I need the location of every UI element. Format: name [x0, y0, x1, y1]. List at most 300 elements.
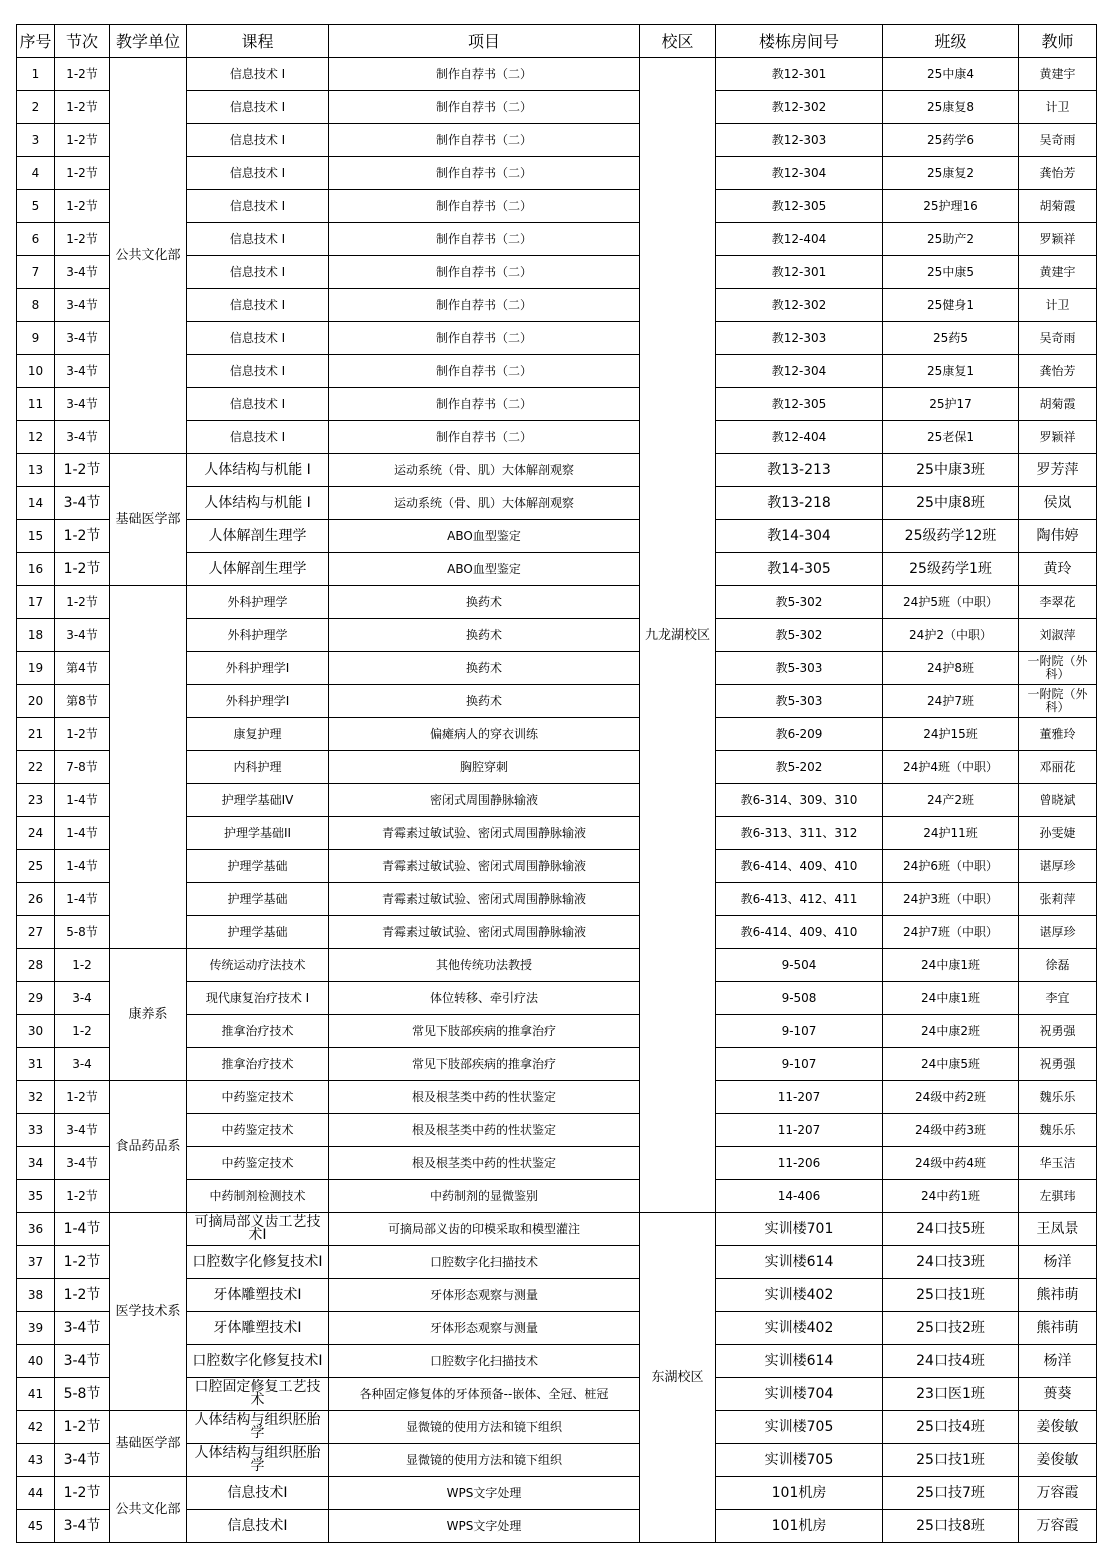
row-no: 33: [17, 1114, 55, 1147]
row-no: 23: [17, 784, 55, 817]
row-course: 口腔数字化修复技术I: [187, 1246, 329, 1279]
row-period: 3-4节: [55, 1114, 110, 1147]
row-project: 制作自荐书（二）: [329, 91, 640, 124]
row-no: 41: [17, 1378, 55, 1411]
row-project: 密闭式周围静脉输液: [329, 784, 640, 817]
row-class: 24护3班（中职）: [883, 883, 1019, 916]
row-teacher: 刘淑萍: [1019, 619, 1097, 652]
row-course: 中药鉴定技术: [187, 1081, 329, 1114]
row-course: 信息技术I: [187, 1510, 329, 1543]
row-course: 康复护理: [187, 718, 329, 751]
row-course: 人体结构与机能 I: [187, 487, 329, 520]
row-teacher: 侯岚: [1019, 487, 1097, 520]
row-course: 中药鉴定技术: [187, 1147, 329, 1180]
row-class: 25中康5: [883, 256, 1019, 289]
row-no: 24: [17, 817, 55, 850]
row-teacher: 李翠花: [1019, 586, 1097, 619]
row-class: 25助产2: [883, 223, 1019, 256]
row-teacher: 李宜: [1019, 982, 1097, 1015]
row-teacher: 熊祎萌: [1019, 1312, 1097, 1345]
row-teacher: 姜俊敏: [1019, 1411, 1097, 1444]
row-project: 根及根茎类中药的性状鉴定: [329, 1081, 640, 1114]
row-period: 第8节: [55, 685, 110, 718]
row-room: 教12-304: [716, 157, 883, 190]
row-teacher: 谌厚珍: [1019, 850, 1097, 883]
row-teacher: 祝勇强: [1019, 1015, 1097, 1048]
row-room: 教5-303: [716, 652, 883, 685]
row-teacher: 魏乐乐: [1019, 1114, 1097, 1147]
row-room: 实训楼704: [716, 1378, 883, 1411]
row-no: 32: [17, 1081, 55, 1114]
table-row: [17, 1081, 1097, 1114]
row-teacher: 邓丽花: [1019, 751, 1097, 784]
row-period: 3-4节: [55, 1444, 110, 1477]
row-period: 1-2: [55, 949, 110, 982]
row-class: 25老保1: [883, 421, 1019, 454]
row-class: 25口技1班: [883, 1444, 1019, 1477]
header-project: 项目: [329, 25, 640, 58]
row-room: 教12-305: [716, 190, 883, 223]
row-course: 护理学基础IV: [187, 784, 329, 817]
row-class: 24中康2班: [883, 1015, 1019, 1048]
row-room: 教12-404: [716, 421, 883, 454]
row-class: 25护17: [883, 388, 1019, 421]
row-teacher: 黄建宇: [1019, 58, 1097, 91]
row-course: 口腔固定修复工艺技术: [187, 1378, 329, 1411]
row-project: ABO血型鉴定: [329, 520, 640, 553]
row-period: 1-4节: [55, 784, 110, 817]
row-period: 3-4节: [55, 1147, 110, 1180]
unit-cell: 医学技术系: [110, 1213, 187, 1411]
row-period: 5-8节: [55, 1378, 110, 1411]
row-no: 2: [17, 91, 55, 124]
row-teacher: 孙雯婕: [1019, 817, 1097, 850]
row-no: 28: [17, 949, 55, 982]
row-project: 青霉素过敏试验、密闭式周围静脉输液: [329, 883, 640, 916]
row-period: 1-2: [55, 1015, 110, 1048]
row-project: 换药术: [329, 652, 640, 685]
row-period: 5-8节: [55, 916, 110, 949]
row-course: 外科护理学I: [187, 685, 329, 718]
row-room: 11-206: [716, 1147, 883, 1180]
row-class: 25护理16: [883, 190, 1019, 223]
row-class: 24护15班: [883, 718, 1019, 751]
row-room: 教12-303: [716, 124, 883, 157]
row-room: 14-406: [716, 1180, 883, 1213]
row-course: 信息技术 I: [187, 223, 329, 256]
table-row: [17, 586, 1097, 619]
row-no: 1: [17, 58, 55, 91]
row-room: 教5-302: [716, 619, 883, 652]
row-project: 根及根茎类中药的性状鉴定: [329, 1147, 640, 1180]
row-project: 换药术: [329, 685, 640, 718]
row-period: 3-4节: [55, 289, 110, 322]
row-course: 信息技术 I: [187, 190, 329, 223]
unit-cell: 基础医学部: [110, 1411, 187, 1477]
table-row: [17, 1411, 1097, 1444]
row-room: 教13-218: [716, 487, 883, 520]
header-campus: 校区: [640, 25, 716, 58]
row-teacher: 魏乐乐: [1019, 1081, 1097, 1114]
row-class: 24中康1班: [883, 982, 1019, 1015]
row-room: 实训楼705: [716, 1444, 883, 1477]
row-course: 信息技术 I: [187, 58, 329, 91]
row-course: 信息技术 I: [187, 157, 329, 190]
row-room: 教14-305: [716, 553, 883, 586]
row-project: 中药制剂的显微鉴别: [329, 1180, 640, 1213]
row-project: 根及根茎类中药的性状鉴定: [329, 1114, 640, 1147]
row-course: 护理学基础: [187, 883, 329, 916]
row-room: 101机房: [716, 1510, 883, 1543]
row-class: 24级中药4班: [883, 1147, 1019, 1180]
row-room: 教12-305: [716, 388, 883, 421]
row-period: 1-4节: [55, 817, 110, 850]
row-no: 18: [17, 619, 55, 652]
row-course: 外科护理学: [187, 619, 329, 652]
row-period: 1-2节: [55, 91, 110, 124]
row-room: 教12-304: [716, 355, 883, 388]
row-room: 教5-302: [716, 586, 883, 619]
row-class: 25药学6: [883, 124, 1019, 157]
row-period: 1-2节: [55, 58, 110, 91]
row-class: 25健身1: [883, 289, 1019, 322]
row-course: 信息技术 I: [187, 388, 329, 421]
row-room: 教12-301: [716, 256, 883, 289]
row-no: 35: [17, 1180, 55, 1213]
row-course: 护理学基础: [187, 916, 329, 949]
row-project: 青霉素过敏试验、密闭式周围静脉输液: [329, 817, 640, 850]
header-room: 楼栋房间号: [716, 25, 883, 58]
row-class: 24口技4班: [883, 1345, 1019, 1378]
row-project: 口腔数字化扫描技术: [329, 1345, 640, 1378]
row-class: 24口技3班: [883, 1246, 1019, 1279]
row-project: 可摘局部义齿的印模采取和模型灌注: [329, 1213, 640, 1246]
row-no: 44: [17, 1477, 55, 1510]
row-course: 信息技术 I: [187, 256, 329, 289]
row-course: 内科护理: [187, 751, 329, 784]
row-period: 1-4节: [55, 850, 110, 883]
row-period: 1-2节: [55, 223, 110, 256]
row-teacher: 龚怡芳: [1019, 157, 1097, 190]
row-teacher: 万容霞: [1019, 1477, 1097, 1510]
row-period: 1-2节: [55, 1279, 110, 1312]
row-course: 信息技术 I: [187, 322, 329, 355]
unit-cell: 基础医学部: [110, 454, 187, 586]
unit-cell: 公共文化部: [110, 58, 187, 454]
row-teacher: 董雅玲: [1019, 718, 1097, 751]
row-room: 教14-304: [716, 520, 883, 553]
row-course: 护理学基础II: [187, 817, 329, 850]
row-teacher: 计卫: [1019, 289, 1097, 322]
row-project: 制作自荐书（二）: [329, 289, 640, 322]
row-class: 25康复8: [883, 91, 1019, 124]
row-class: 25康复2: [883, 157, 1019, 190]
row-course: 信息技术 I: [187, 91, 329, 124]
row-period: 1-2节: [55, 586, 110, 619]
row-period: 1-4节: [55, 1213, 110, 1246]
row-no: 37: [17, 1246, 55, 1279]
row-teacher: 熊祎萌: [1019, 1279, 1097, 1312]
row-room: 教6-413、412、411: [716, 883, 883, 916]
header-row: [17, 25, 1097, 58]
row-teacher: 罗颖祥: [1019, 223, 1097, 256]
row-class: 25中康3班: [883, 454, 1019, 487]
row-class: 25级药学12班: [883, 520, 1019, 553]
row-period: 1-2节: [55, 718, 110, 751]
row-class: 24中康1班: [883, 949, 1019, 982]
row-project: 青霉素过敏试验、密闭式周围静脉输液: [329, 916, 640, 949]
row-room: 教12-302: [716, 91, 883, 124]
row-no: 17: [17, 586, 55, 619]
row-project: 牙体形态观察与测量: [329, 1279, 640, 1312]
row-class: 24护7班: [883, 685, 1019, 718]
row-class: 24级中药2班: [883, 1081, 1019, 1114]
row-teacher: 曾晓斌: [1019, 784, 1097, 817]
row-room: 教6-313、311、312: [716, 817, 883, 850]
row-period: 3-4节: [55, 619, 110, 652]
row-period: 第4节: [55, 652, 110, 685]
row-project: 换药术: [329, 619, 640, 652]
row-project: WPS文字处理: [329, 1510, 640, 1543]
header-teacher: 教师: [1019, 25, 1097, 58]
row-no: 42: [17, 1411, 55, 1444]
schedule-body: [17, 58, 1097, 1543]
row-teacher: 黄建宇: [1019, 256, 1097, 289]
row-room: 实训楼402: [716, 1312, 883, 1345]
row-period: 1-2节: [55, 1081, 110, 1114]
row-course: 外科护理学: [187, 586, 329, 619]
row-course: 传统运动疗法技术: [187, 949, 329, 982]
header-no: 序号: [17, 25, 55, 58]
row-course: 护理学基础: [187, 850, 329, 883]
row-no: 20: [17, 685, 55, 718]
row-period: 1-2节: [55, 1180, 110, 1213]
row-no: 29: [17, 982, 55, 1015]
row-no: 15: [17, 520, 55, 553]
table-row: [17, 58, 1097, 91]
row-course: 现代康复治疗技术 I: [187, 982, 329, 1015]
row-class: 24护7班（中职）: [883, 916, 1019, 949]
row-no: 30: [17, 1015, 55, 1048]
row-room: 教12-302: [716, 289, 883, 322]
row-project: 制作自荐书（二）: [329, 421, 640, 454]
row-teacher: 左骐玮: [1019, 1180, 1097, 1213]
row-no: 36: [17, 1213, 55, 1246]
row-project: 各种固定修复体的牙体预备--嵌体、全冠、桩冠: [329, 1378, 640, 1411]
header-period: 节次: [55, 25, 110, 58]
row-no: 11: [17, 388, 55, 421]
row-teacher: 陶伟婷: [1019, 520, 1097, 553]
row-no: 6: [17, 223, 55, 256]
row-project: 制作自荐书（二）: [329, 322, 640, 355]
table-row: [17, 1213, 1097, 1246]
row-period: 3-4: [55, 1048, 110, 1081]
row-class: 24护2（中职）: [883, 619, 1019, 652]
row-no: 38: [17, 1279, 55, 1312]
row-room: 实训楼614: [716, 1345, 883, 1378]
row-teacher: 张莉萍: [1019, 883, 1097, 916]
row-period: 3-4节: [55, 421, 110, 454]
row-period: 1-2节: [55, 190, 110, 223]
row-teacher: 谌厚珍: [1019, 916, 1097, 949]
row-course: 人体解剖生理学: [187, 520, 329, 553]
row-class: 24护11班: [883, 817, 1019, 850]
row-class: 25口技8班: [883, 1510, 1019, 1543]
row-project: 常见下肢部疾病的推拿治疗: [329, 1048, 640, 1081]
row-period: 3-4节: [55, 256, 110, 289]
row-period: 1-2节: [55, 157, 110, 190]
row-room: 11-207: [716, 1081, 883, 1114]
row-teacher: 胡菊霞: [1019, 190, 1097, 223]
row-teacher: 华玉洁: [1019, 1147, 1097, 1180]
row-no: 7: [17, 256, 55, 289]
row-period: 1-2节: [55, 553, 110, 586]
row-class: 24中康5班: [883, 1048, 1019, 1081]
unit-cell: 公共文化部: [110, 1477, 187, 1543]
row-room: 实训楼614: [716, 1246, 883, 1279]
row-project: 制作自荐书（二）: [329, 223, 640, 256]
row-no: 12: [17, 421, 55, 454]
row-room: 101机房: [716, 1477, 883, 1510]
row-course: 推拿治疗技术: [187, 1048, 329, 1081]
table-row: [17, 949, 1097, 982]
row-class: 24护5班（中职）: [883, 586, 1019, 619]
row-period: 1-2节: [55, 454, 110, 487]
row-no: 19: [17, 652, 55, 685]
row-no: 21: [17, 718, 55, 751]
row-course: 口腔数字化修复技术I: [187, 1345, 329, 1378]
row-course: 信息技术 I: [187, 124, 329, 157]
row-course: 外科护理学I: [187, 652, 329, 685]
row-no: 45: [17, 1510, 55, 1543]
row-period: 1-2节: [55, 1246, 110, 1279]
row-teacher: 王凤景: [1019, 1213, 1097, 1246]
row-room: 教5-303: [716, 685, 883, 718]
row-course: 可摘局部义齿工艺技术I: [187, 1213, 329, 1246]
row-teacher: 一附院（外科）: [1019, 652, 1097, 685]
row-project: 运动系统（骨、肌）大体解剖观察: [329, 487, 640, 520]
header-unit: 教学单位: [110, 25, 187, 58]
row-no: 34: [17, 1147, 55, 1180]
row-no: 39: [17, 1312, 55, 1345]
row-class: 24护6班（中职）: [883, 850, 1019, 883]
row-course: 牙体雕塑技术I: [187, 1279, 329, 1312]
row-room: 教12-301: [716, 58, 883, 91]
row-class: 25口技4班: [883, 1411, 1019, 1444]
row-teacher: 万容霞: [1019, 1510, 1097, 1543]
row-class: 25中康4: [883, 58, 1019, 91]
row-period: 1-2节: [55, 124, 110, 157]
row-no: 43: [17, 1444, 55, 1477]
row-project: 制作自荐书（二）: [329, 124, 640, 157]
row-class: 25中康8班: [883, 487, 1019, 520]
row-room: 教6-414、409、410: [716, 916, 883, 949]
row-period: 3-4: [55, 982, 110, 1015]
row-class: 25口技2班: [883, 1312, 1019, 1345]
row-project: ABO血型鉴定: [329, 553, 640, 586]
row-period: 7-8节: [55, 751, 110, 784]
row-project: 偏瘫病人的穿衣训练: [329, 718, 640, 751]
row-no: 14: [17, 487, 55, 520]
row-course: 人体结构与组织胚胎学: [187, 1411, 329, 1444]
row-project: 制作自荐书（二）: [329, 190, 640, 223]
row-class: 25口技7班: [883, 1477, 1019, 1510]
row-no: 8: [17, 289, 55, 322]
row-no: 22: [17, 751, 55, 784]
row-room: 9-107: [716, 1048, 883, 1081]
row-teacher: 吴奇雨: [1019, 124, 1097, 157]
row-class: 25口技1班: [883, 1279, 1019, 1312]
row-no: 13: [17, 454, 55, 487]
row-no: 31: [17, 1048, 55, 1081]
row-room: 11-207: [716, 1114, 883, 1147]
row-project: 显微镜的使用方法和镜下组织: [329, 1411, 640, 1444]
row-period: 1-2节: [55, 1411, 110, 1444]
row-period: 3-4节: [55, 322, 110, 355]
row-teacher: 杨洋: [1019, 1246, 1097, 1279]
row-teacher: 祝勇强: [1019, 1048, 1097, 1081]
row-class: 24中药1班: [883, 1180, 1019, 1213]
row-project: 制作自荐书（二）: [329, 388, 640, 421]
row-teacher: 徐磊: [1019, 949, 1097, 982]
row-project: 牙体形态观察与测量: [329, 1312, 640, 1345]
header-class: 班级: [883, 25, 1019, 58]
row-room: 9-508: [716, 982, 883, 1015]
row-project: 体位转移、牵引疗法: [329, 982, 640, 1015]
row-period: 1-4节: [55, 883, 110, 916]
row-project: 制作自荐书（二）: [329, 157, 640, 190]
row-course: 人体结构与机能 I: [187, 454, 329, 487]
row-no: 26: [17, 883, 55, 916]
row-no: 16: [17, 553, 55, 586]
row-course: 中药鉴定技术: [187, 1114, 329, 1147]
row-room: 教6-314、309、310: [716, 784, 883, 817]
row-teacher: 姜俊敏: [1019, 1444, 1097, 1477]
row-room: 9-107: [716, 1015, 883, 1048]
row-class: 24护4班（中职）: [883, 751, 1019, 784]
row-room: 9-504: [716, 949, 883, 982]
row-project: 换药术: [329, 586, 640, 619]
row-no: 3: [17, 124, 55, 157]
row-project: 显微镜的使用方法和镜下组织: [329, 1444, 640, 1477]
unit-cell: 食品药品系: [110, 1081, 187, 1213]
row-period: 1-2节: [55, 1477, 110, 1510]
row-course: 信息技术 I: [187, 289, 329, 322]
unit-cell: 康养系: [110, 949, 187, 1081]
row-period: 3-4节: [55, 1510, 110, 1543]
row-room: 教6-209: [716, 718, 883, 751]
row-project: 常见下肢部疾病的推拿治疗: [329, 1015, 640, 1048]
row-project: WPS文字处理: [329, 1477, 640, 1510]
row-course: 信息技术 I: [187, 355, 329, 388]
row-teacher: 蒉葵: [1019, 1378, 1097, 1411]
row-teacher: 罗颖祥: [1019, 421, 1097, 454]
row-no: 27: [17, 916, 55, 949]
row-room: 教13-213: [716, 454, 883, 487]
row-period: 3-4节: [55, 1312, 110, 1345]
row-course: 中药制剂检测技术: [187, 1180, 329, 1213]
row-period: 3-4节: [55, 355, 110, 388]
row-class: 23口医1班: [883, 1378, 1019, 1411]
row-project: 其他传统功法教授: [329, 949, 640, 982]
row-period: 3-4节: [55, 487, 110, 520]
row-room: 教12-303: [716, 322, 883, 355]
campus-cell: 东湖校区: [640, 1213, 716, 1543]
row-teacher: 吴奇雨: [1019, 322, 1097, 355]
row-course: 推拿治疗技术: [187, 1015, 329, 1048]
row-teacher: 计卫: [1019, 91, 1097, 124]
row-teacher: 黄玲: [1019, 553, 1097, 586]
